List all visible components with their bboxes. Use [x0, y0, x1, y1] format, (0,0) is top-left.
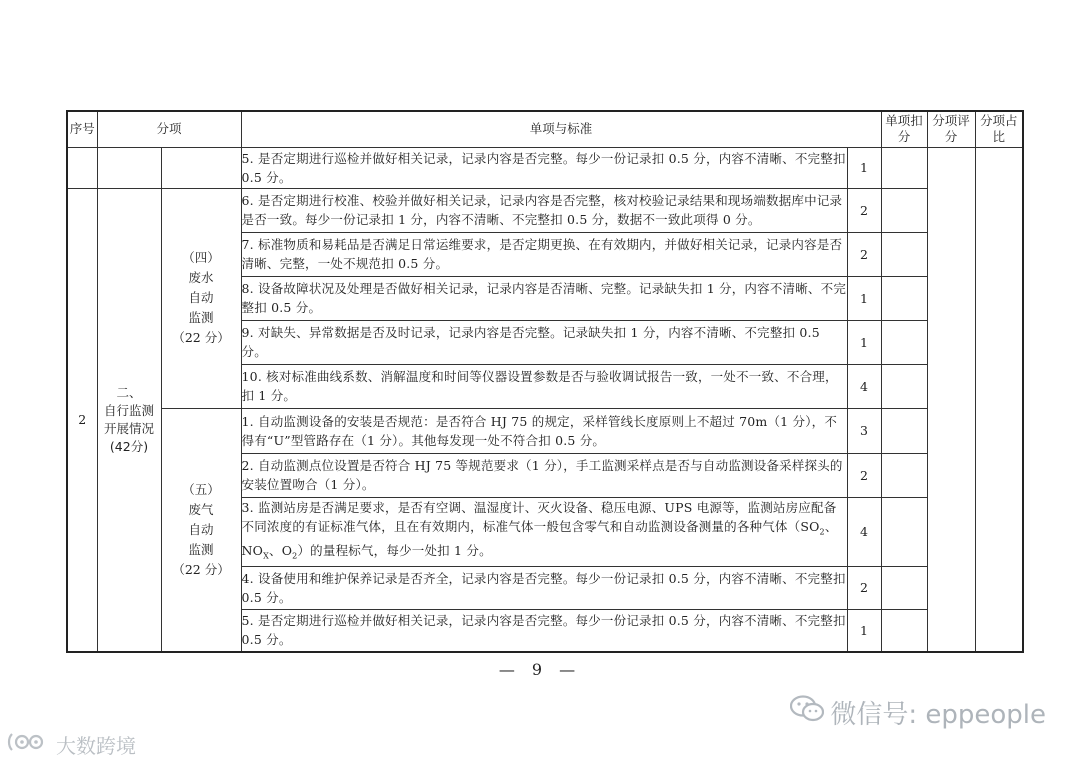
- header-item-standard: 单项与标准: [241, 111, 881, 147]
- item-text: 2. 自动监测点位设置是否符合 HJ 75 等规范要求（1 分），手工监测采样点是否与自动监测设备采样探头的安装位置吻合（1 分）。: [241, 453, 847, 497]
- item-text: 1. 自动监测设备的安装是否规范：是否符合 HJ 75 的规定，采样管线长度原则上不超过 70m（1 分），不得有“U”型管路存在（1 分）。其他每发现一处不符合扣 0.5 分。: [241, 408, 847, 453]
- deduct-cell: [881, 276, 927, 320]
- section-label-line: 废气: [188, 501, 214, 517]
- table-row: [67, 147, 1023, 188]
- category-line: 开展情况: [103, 420, 154, 436]
- item-text: 9. 对缺失、异常数据是否及时记录，记录内容是否完整。记录缺失扣 1 分，内容不清晰、不完整扣 0.5 分。: [241, 320, 847, 364]
- evaluation-table: [66, 110, 1024, 653]
- item-score: 2: [847, 232, 881, 276]
- header-row: [67, 111, 1023, 147]
- item-score: 1: [847, 147, 881, 188]
- category-line: 二、: [116, 384, 142, 400]
- brand-logo-icon: [6, 730, 50, 759]
- item-score: 1: [847, 276, 881, 320]
- category-line: (42分): [109, 438, 149, 454]
- deduct-cell: [881, 408, 927, 453]
- header-sub-ratio: 分项占比: [975, 111, 1023, 147]
- section-label-line: 自动: [188, 521, 214, 537]
- header-sub-item: 分项: [97, 111, 241, 147]
- section-label-line: 废水: [188, 270, 214, 285]
- header-sub-score: 分项评分: [927, 111, 975, 147]
- item-score: 2: [847, 453, 881, 497]
- table-row: [67, 408, 1023, 453]
- table-row: [67, 188, 1023, 232]
- section-cell-empty: [161, 147, 241, 188]
- section-label-line: （22 分）: [172, 561, 230, 577]
- section-label-line: 监测: [188, 310, 214, 325]
- deduct-cell: [881, 566, 927, 609]
- item-score: 1: [847, 609, 881, 652]
- deduct-cell: [881, 609, 927, 652]
- header-seq: 序号: [67, 111, 97, 147]
- item-text: 5. 是否定期进行巡检并做好相关记录，记录内容是否完整。每少一份记录扣 0.5 分，内容不清晰、不完整扣 0.5 分。: [241, 147, 847, 188]
- item-text: 7. 标准物质和易耗品是否满足日常运维要求，是否定期更换、在有效期内，并做好相关记录，记录内容是否清晰、完整，一处不规范扣 0.5 分。: [241, 232, 847, 276]
- header-item-deduct: 单项扣分: [881, 111, 927, 147]
- category-cell-empty: [97, 147, 161, 188]
- category-line: 自行监测: [103, 402, 154, 418]
- item-text: 6. 是否定期进行校准、校验并做好相关记录，记录内容是否完整，核对校验记录结果和现场端数据库中记录是否一致。每少一份记录扣 1 分，内容不清晰、不完整扣 0.5 分，数据不一致此项得 0 分。: [241, 188, 847, 232]
- section-label-line: 自动: [188, 290, 214, 305]
- item-text: 3. 监测站房是否满足要求，是否有空调、温湿度计、灭火设备、稳压电源、UPS 电源等，监测站房应配备不同浓度的有证标准气体，且在有效期内，标准气体一般包含零气和自动监测设备测量的各种气体（$SO_2$、$NO_X$、$O_2$）的量程标气，每少一处扣 1 分。: [241, 497, 847, 566]
- item-score: 1: [847, 320, 881, 364]
- section-4-cell: [161, 188, 241, 408]
- watermark-wechat-text: 微信号: eppeople: [830, 700, 1046, 730]
- section-label-line: （四）: [182, 250, 220, 265]
- deduct-cell: [881, 364, 927, 408]
- item-score: 3: [847, 408, 881, 453]
- deduct-cell: [881, 188, 927, 232]
- item-score: 4: [847, 497, 881, 566]
- seq-cell-empty: [67, 147, 97, 188]
- deduct-cell: [881, 497, 927, 566]
- item-text: 10. 核对标准曲线系数、消解温度和时间等仪器设置参数是否与验收调试报告一致，一处不一致、不合理，扣 1 分。: [241, 364, 847, 408]
- watermark-brand: [6, 730, 136, 759]
- sub-ratio-cell: [975, 147, 1023, 652]
- section-label-line: 监测: [188, 541, 214, 557]
- deduct-cell: [881, 453, 927, 497]
- item-text: 8. 设备故障状况及处理是否做好相关记录，记录内容是否清晰、完整。记录缺失扣 1 分，内容不清晰、不完整扣 0.5 分。: [241, 276, 847, 320]
- sub-score-cell: [927, 147, 975, 652]
- deduct-cell: [881, 232, 927, 276]
- item-text: 4. 设备使用和维护保养记录是否齐全，记录内容是否完整。每少一份记录扣 0.5 分，内容不清晰、不完整扣 0.5 分。: [241, 566, 847, 609]
- section-5-cell: [161, 408, 241, 652]
- page-number: — 9 —: [498, 660, 582, 679]
- item-text: 5. 是否定期进行巡检并做好相关记录，记录内容是否完整。每少一份记录扣 0.5 分，内容不清晰、不完整扣 0.5 分。: [241, 609, 847, 652]
- section-label-line: （22 分）: [172, 330, 230, 345]
- item-score: 2: [847, 188, 881, 232]
- section-label-line: （五）: [182, 481, 220, 497]
- deduct-cell: [881, 147, 927, 188]
- item-score: 2: [847, 566, 881, 609]
- seq-cell: 2: [67, 188, 97, 652]
- item-score: 4: [847, 364, 881, 408]
- watermark-wechat: [790, 694, 1046, 731]
- category-cell: [97, 188, 161, 652]
- watermark-brand-text: 大数跨境: [56, 734, 136, 758]
- wechat-icon: [790, 695, 824, 730]
- deduct-cell: [881, 320, 927, 364]
